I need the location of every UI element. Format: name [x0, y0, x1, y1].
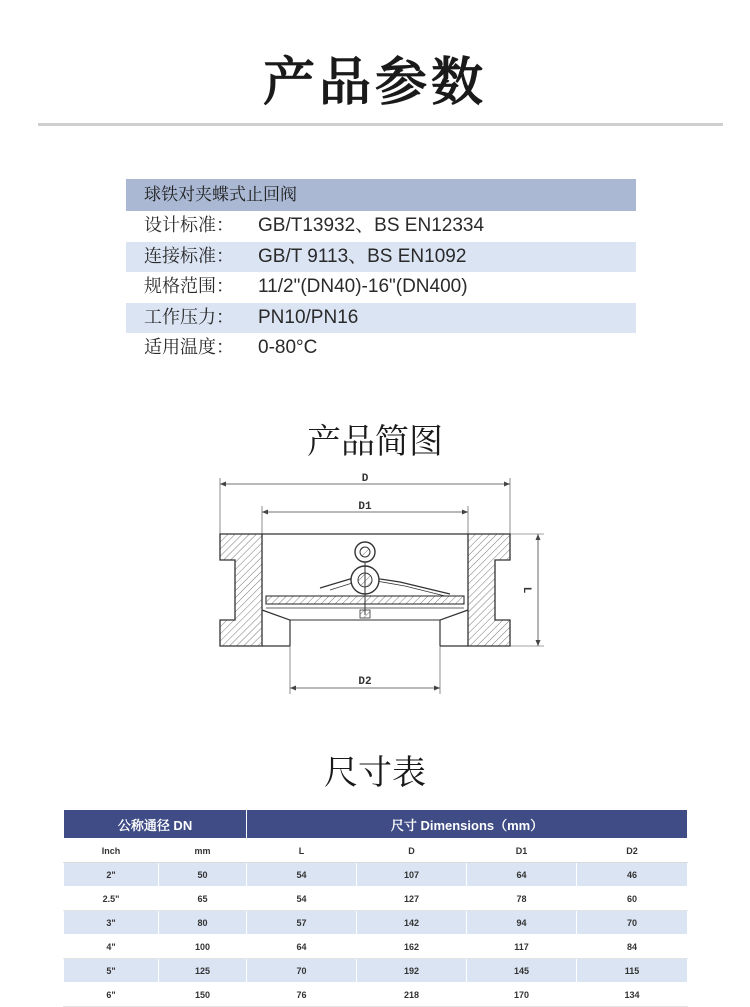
table-cell: 78	[467, 887, 577, 911]
spec-row-working-pressure	[126, 303, 636, 334]
diagram-section-title: 产品简图	[307, 422, 443, 462]
table-cell: 80	[159, 911, 247, 935]
table-cell: 100	[159, 935, 247, 959]
valve-section-diagram	[200, 470, 550, 700]
table-cell: 218	[357, 983, 467, 1007]
spec-value: 11/2"(DN40)-16"(DN400)	[258, 276, 468, 297]
table-cell: 65	[159, 887, 247, 911]
table-cell: 125	[159, 959, 247, 983]
table-row	[64, 983, 688, 1007]
table-cell: 127	[357, 887, 467, 911]
table-cell: 115	[577, 959, 688, 983]
page-title: 产品参数	[262, 53, 487, 113]
size-table-title: 尺寸表	[324, 753, 426, 793]
column-header: D2	[577, 839, 688, 863]
column-header: D1	[467, 839, 577, 863]
table-cell: 70	[577, 911, 688, 935]
table-cell: 84	[577, 935, 688, 959]
spec-label: 设计标准：	[144, 215, 234, 236]
spec-label: 连接标准：	[144, 245, 234, 267]
spec-label: 规格范围：	[144, 276, 234, 297]
table-cell: 117	[467, 935, 577, 959]
table-cell: 54	[247, 887, 357, 911]
table-cell: 2"	[64, 863, 159, 887]
table-cell: 6"	[64, 983, 159, 1007]
dimension-label-d: D	[361, 473, 369, 485]
table-cell: 70	[247, 959, 357, 983]
table-row	[64, 935, 688, 959]
table-cell: 142	[357, 911, 467, 935]
table-cell: 64	[247, 935, 357, 959]
table-cell: 57	[247, 911, 357, 935]
table-cell: 107	[357, 863, 467, 887]
spec-value: GB/T 9113、BS EN1092	[258, 245, 467, 267]
valve-body-right	[468, 534, 510, 646]
dimension-label-l: L	[520, 586, 532, 594]
valve-spring	[320, 576, 450, 594]
dimensions-table	[63, 809, 688, 1007]
table-row	[64, 911, 688, 935]
spec-value: PN10/PN16	[258, 306, 359, 328]
spec-table	[126, 179, 636, 364]
spec-label: 工作压力：	[144, 306, 234, 328]
column-header: mm	[159, 839, 247, 863]
spec-header: 球铁对夹蝶式止回阀	[126, 179, 636, 211]
table-subheader-row	[64, 839, 688, 863]
column-header: Inch	[64, 839, 159, 863]
table-cell: 170	[467, 983, 577, 1007]
spec-row-connection-standard	[126, 242, 636, 273]
table-cell: 94	[467, 911, 577, 935]
table-cell: 2.5"	[64, 887, 159, 911]
table-cell: 54	[247, 863, 357, 887]
table-cell: 76	[247, 983, 357, 1007]
table-cell: 192	[357, 959, 467, 983]
spec-value: GB/T13932、BS EN12334	[258, 215, 485, 236]
spec-row-temperature	[126, 333, 636, 364]
title-divider	[38, 123, 723, 126]
column-header: D	[357, 839, 467, 863]
table-cell: 145	[467, 959, 577, 983]
table-cell: 150	[159, 983, 247, 1007]
dimension-label-d1: D1	[358, 501, 372, 513]
table-cell: 50	[159, 863, 247, 887]
table-cell: 134	[577, 983, 688, 1007]
column-header: L	[247, 839, 357, 863]
table-row	[64, 887, 688, 911]
table-group-nominal-diameter: 公称通径 DN	[64, 810, 247, 839]
dimension-label-d2: D2	[358, 676, 372, 688]
spec-row-size-range	[126, 272, 636, 303]
table-cell: 4"	[64, 935, 159, 959]
spec-row-design-standard	[126, 211, 636, 242]
valve-body-left	[220, 534, 262, 646]
table-cell: 60	[577, 887, 688, 911]
table-cell: 162	[357, 935, 467, 959]
table-row	[64, 959, 688, 983]
spec-value: 0-80°C	[258, 337, 318, 358]
table-cell: 3"	[64, 911, 159, 935]
table-row	[64, 863, 688, 887]
spec-label: 适用温度：	[144, 337, 234, 358]
table-cell: 46	[577, 863, 688, 887]
table-group-dimensions: 尺寸 Dimensions（mm）	[247, 810, 688, 839]
table-cell: 5"	[64, 959, 159, 983]
table-cell: 64	[467, 863, 577, 887]
